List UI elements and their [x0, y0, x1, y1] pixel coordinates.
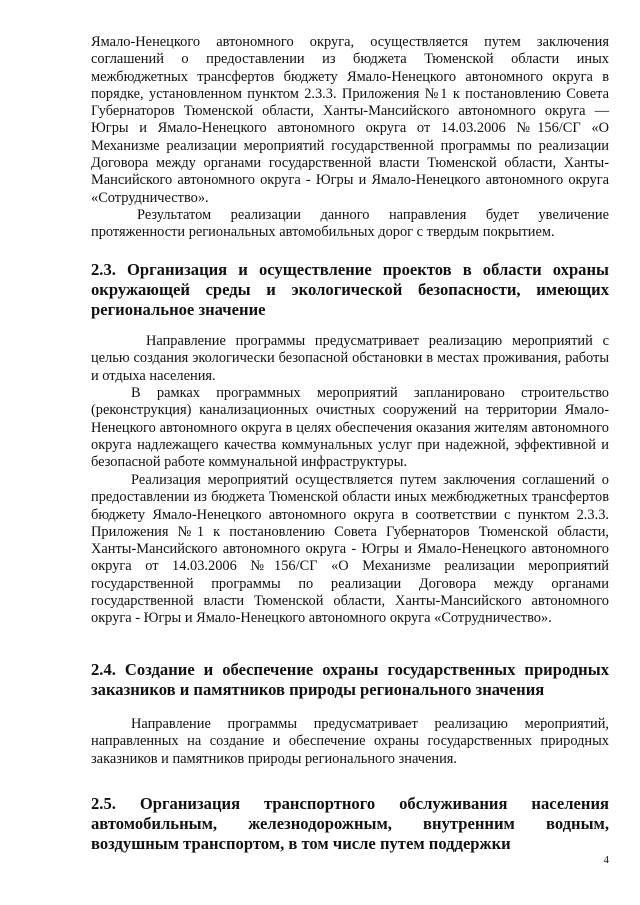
paragraph-roads-result: Результатом реализации данного направления будет увеличение протяженности региональных автомобильных дорог с твердым покрытием. — [91, 207, 609, 241]
paragraph-agreement-procedure: Ямало-Ненецкого автономного округа, осуществляется путем заключения соглашений о предоставлении из бюджета Тюменской области иных межбюджетных трансфертов бюджету Ямало-Ненецкого автономного округа в порядке, установленном пунктом 2.3.3. Приложения №1 к постановлению Совета Губернаторов Тюменской области, Ханты-Мансийского автономного округа — Югры и Ямало-Ненецкого автономного округа от 14.03.2006 №156/СГ «О Механизме реализации мероприятий государственной программы по реализации Договора между органами государственной власти Тюменской области, Ханты-Мансийского автономного округа - Югры и Ямало-Ненецкого автономного округа «Сотрудничество». — [91, 34, 609, 206]
paragraph-reserves-direction: Направление программы предусматривает реализацию мероприятий, направленных на создание и обеспечение охраны государственных природных заказников и памятников природы регионального значения. — [91, 716, 609, 767]
paragraph-ecology-direction: Направление программы предусматривает реализацию мероприятий с целью создания экологически безопасной обстановки в местах проживания, работы и отдыха населения. — [91, 333, 609, 384]
section-heading-2-4: 2.4. Создание и обеспечение охраны государственных природных заказников и памятников природы регионального значения — [91, 660, 609, 699]
paragraph-ecology-implementation: Реализация мероприятий осуществляется путем заключения соглашений о предоставлении из бюджета Тюменской области иных межбюджетных трансфертов бюджету Ямало-Ненецкого автономного округа в соответствии с пунктом 2.3.3. Приложения №1 к постановлению Совета Губернаторов Тюменской области, Ханты-Мансийского автономного округа - Югры и Ямало-Ненецкого автономного округа от 14.03.2006 №156/СГ «О Механизме реализации мероприятий государственной программы по реализации Договора между органами государственной власти Тюменской области, Ханты-Мансийского автономного округа - Югры и Ямало-Ненецкого автономного округа «Сотрудничество». — [91, 472, 609, 627]
section-heading-2-5: 2.5. Организация транспортного обслуживания населения автомобильным, железнодорожным, внутренним водным, воздушным транспортом, в том числе путем поддержки — [91, 794, 609, 853]
section-heading-2-3: 2.3. Организация и осуществление проектов в области охраны окружающей среды и экологической безопасности, имеющих региональное значение — [91, 260, 609, 319]
page-number: 4 — [603, 854, 609, 866]
paragraph-treatment-facilities: В рамках программных мероприятий запланировано строительство (реконструкция) канализационных очистных сооружений на территории Ямало-Ненецкого автономного округа в целях обеспечения оказания жителям автономного округа надлежащего качества коммунальных услуг при надежной, эффективной и безопасной работе коммунальной инфраструктуры. — [91, 385, 609, 471]
